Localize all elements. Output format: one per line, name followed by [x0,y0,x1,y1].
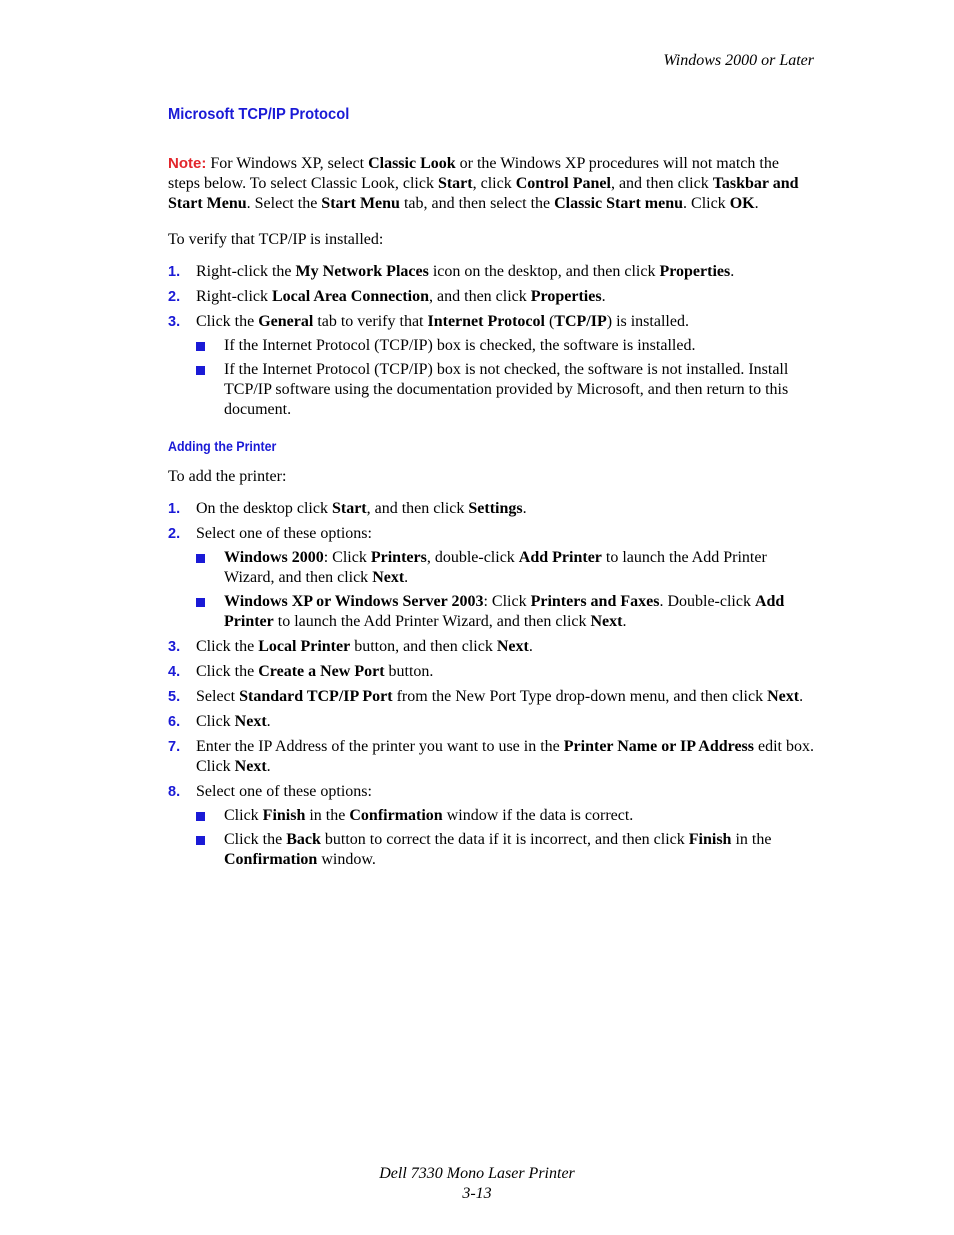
note-bold: Control Panel [515,175,611,192]
step-bold: Local Printer [258,638,351,655]
step-text: icon on the desktop, and then click [428,263,660,280]
step-text: tab to verify that [313,313,428,330]
step-text: ( [544,313,555,330]
add-printer-steps-list [168,499,814,870]
bullet-text: window. [317,851,376,868]
step-bold: Next [496,638,529,655]
list-item [168,712,814,732]
square-bullet-icon [196,812,205,821]
note-text: , click [472,175,516,192]
bullet-text: If the Internet Protocol (TCP/IP) box is not checked, the software is not installed. Install TCP/IP software using the documentation provided by Microsoft, and then return to this document. [224,361,789,418]
step-text: . [799,688,804,705]
step-text: . [522,500,527,517]
bullet-bold: Finish [688,831,732,848]
note-bold: Start Menu [321,195,400,212]
bullet-bold: Next [372,569,405,586]
square-bullet-icon [196,342,205,351]
note-bold: Classic Start menu [554,195,684,212]
bullet-text: . [404,569,409,586]
note-text: For Windows XP, select [206,155,369,172]
step-text: . [528,638,533,655]
bullet-text: Click the [224,831,287,848]
intro-add-printer: To add the printer: [168,468,287,485]
step-bold: Properties [530,288,602,305]
bullet-list [196,806,814,870]
list-item [168,687,814,707]
list-item [168,737,814,777]
step-bold: General [258,313,314,330]
step-number: 6. [168,714,181,730]
step-number: 8. [168,784,181,800]
bullet-text: : Click [483,593,531,610]
step-text: Click the [196,638,259,655]
square-bullet-icon [196,836,205,845]
step-text: Right-click [196,288,272,305]
bullet-bold: Add Printer [224,593,785,630]
step-bold: Next [767,688,800,705]
step-text: . [266,713,271,730]
step-text: . [266,758,271,775]
step-text: , and then click [429,288,531,305]
bullet-item [196,336,814,356]
bullet-list [196,336,814,420]
list-item [168,312,814,420]
running-header: Windows 2000 or Later [663,52,814,69]
note-bold: Taskbar and Start Menu [168,175,799,212]
note-paragraph [168,154,814,214]
bullet-bold: Printers and Faxes [530,593,660,610]
note-text: . Select the [246,195,322,212]
bullet-item [196,830,814,870]
step-text: Select one of these options: [196,525,372,542]
step-text: Right-click the [196,263,296,280]
bullet-list [196,548,814,632]
bullet-text: If the Internet Protocol (TCP/IP) box is checked, the software is installed. [224,337,696,354]
note-text: . Click [683,195,730,212]
bullet-bold: Printers [370,549,427,566]
square-bullet-icon [196,554,205,563]
list-item [168,782,814,870]
adding-printer-section [168,439,814,870]
step-text: edit box. Click [196,738,814,775]
step-number: 2. [168,526,181,542]
step-bold: My Network Places [295,263,429,280]
list-item [168,262,814,282]
step-text: On the desktop click [196,500,332,517]
step-bold: Create a New Port [258,663,385,680]
bullet-text: . [622,613,627,630]
bullet-item [196,592,814,632]
note-text: , and then click [610,175,713,192]
note-text: or the Windows XP procedures will not match the steps below. To select Classic Look, click [168,155,779,192]
step-bold: Local Area Connection [271,288,430,305]
step-number: 1. [168,501,181,517]
note-bold: Start [437,175,473,192]
intro-verify: To verify that TCP/IP is installed: [168,231,384,248]
step-bold: Next [234,713,267,730]
step-bold: Start [331,500,367,517]
square-bullet-icon [196,598,205,607]
list-item [168,662,814,682]
step-bold: Settings [468,500,523,517]
bullet-text: Click [224,807,263,824]
list-item [168,287,814,307]
step-text: Enter the IP Address of the printer you want to use in the [196,738,564,755]
note-text: . [754,195,759,212]
bullet-text: to launch the Add Printer Wizard, and then click [224,549,767,586]
section-heading-adding-printer: Adding the Printer [168,439,277,454]
step-text: button, and then click [350,638,497,655]
step-text: Select one of these options: [196,783,372,800]
bullet-bold: Confirmation [349,807,443,824]
note-text: tab, and then select the [399,195,555,212]
page-number: 3-13 [462,1185,492,1202]
step-number: 3. [168,639,181,655]
step-text: Click the [196,313,259,330]
step-bold: Next [234,758,267,775]
note-label: Note: [168,155,207,172]
step-text: button. [384,663,434,680]
step-number: 4. [168,664,181,680]
step-text: Click [196,713,235,730]
step-text: , and then click [366,500,469,517]
bullet-item [196,806,814,826]
verify-steps-list [168,262,814,420]
list-item [168,524,814,632]
step-text: ) is installed. [606,313,689,330]
step-number: 5. [168,689,181,705]
step-text: . [601,288,606,305]
note-bold: OK [729,195,755,212]
bullet-text: , double-click [426,549,519,566]
bullet-text: button to correct the data if it is incorrect, and then click [320,831,689,848]
step-number: 2. [168,289,181,305]
note-bold: Classic Look [368,155,456,172]
bullet-text: to launch the Add Printer Wizard, and then click [273,613,591,630]
step-text: from the New Port Type drop-down menu, and then click [392,688,768,705]
bullet-text: in the [731,831,772,848]
square-bullet-icon [196,366,205,375]
bullet-text: window if the data is correct. [442,807,634,824]
page-footer [0,1164,954,1204]
step-number: 3. [168,314,181,330]
bullet-bold: Finish [262,807,306,824]
bullet-bold: Next [590,613,623,630]
step-bold: Printer Name or IP Address [563,738,754,755]
page-content [168,106,814,875]
step-bold: TCP/IP [554,313,607,330]
list-item [168,637,814,657]
step-bold: Internet Protocol [427,313,545,330]
step-text: . [730,263,735,280]
bullet-bold: Windows 2000 [224,549,324,566]
bullet-bold: Confirmation [224,851,318,868]
section-heading-tcpip: Microsoft TCP/IP Protocol [168,106,350,123]
bullet-item [196,360,814,420]
list-item [168,499,814,519]
bullet-bold: Windows XP or Windows Server 2003 [224,593,484,610]
bullet-text: in the [305,807,350,824]
step-number: 7. [168,739,181,755]
bullet-bold: Add Printer [518,549,602,566]
step-text: Click the [196,663,259,680]
bullet-bold: Back [286,831,321,848]
step-number: 1. [168,264,181,280]
footer-product-name: Dell 7330 Mono Laser Printer [379,1165,575,1182]
step-text: Select [196,688,240,705]
bullet-text: : Click [323,549,371,566]
bullet-text: . Double-click [659,593,755,610]
step-bold: Properties [659,263,731,280]
step-bold: Standard TCP/IP Port [239,688,393,705]
bullet-item [196,548,814,588]
